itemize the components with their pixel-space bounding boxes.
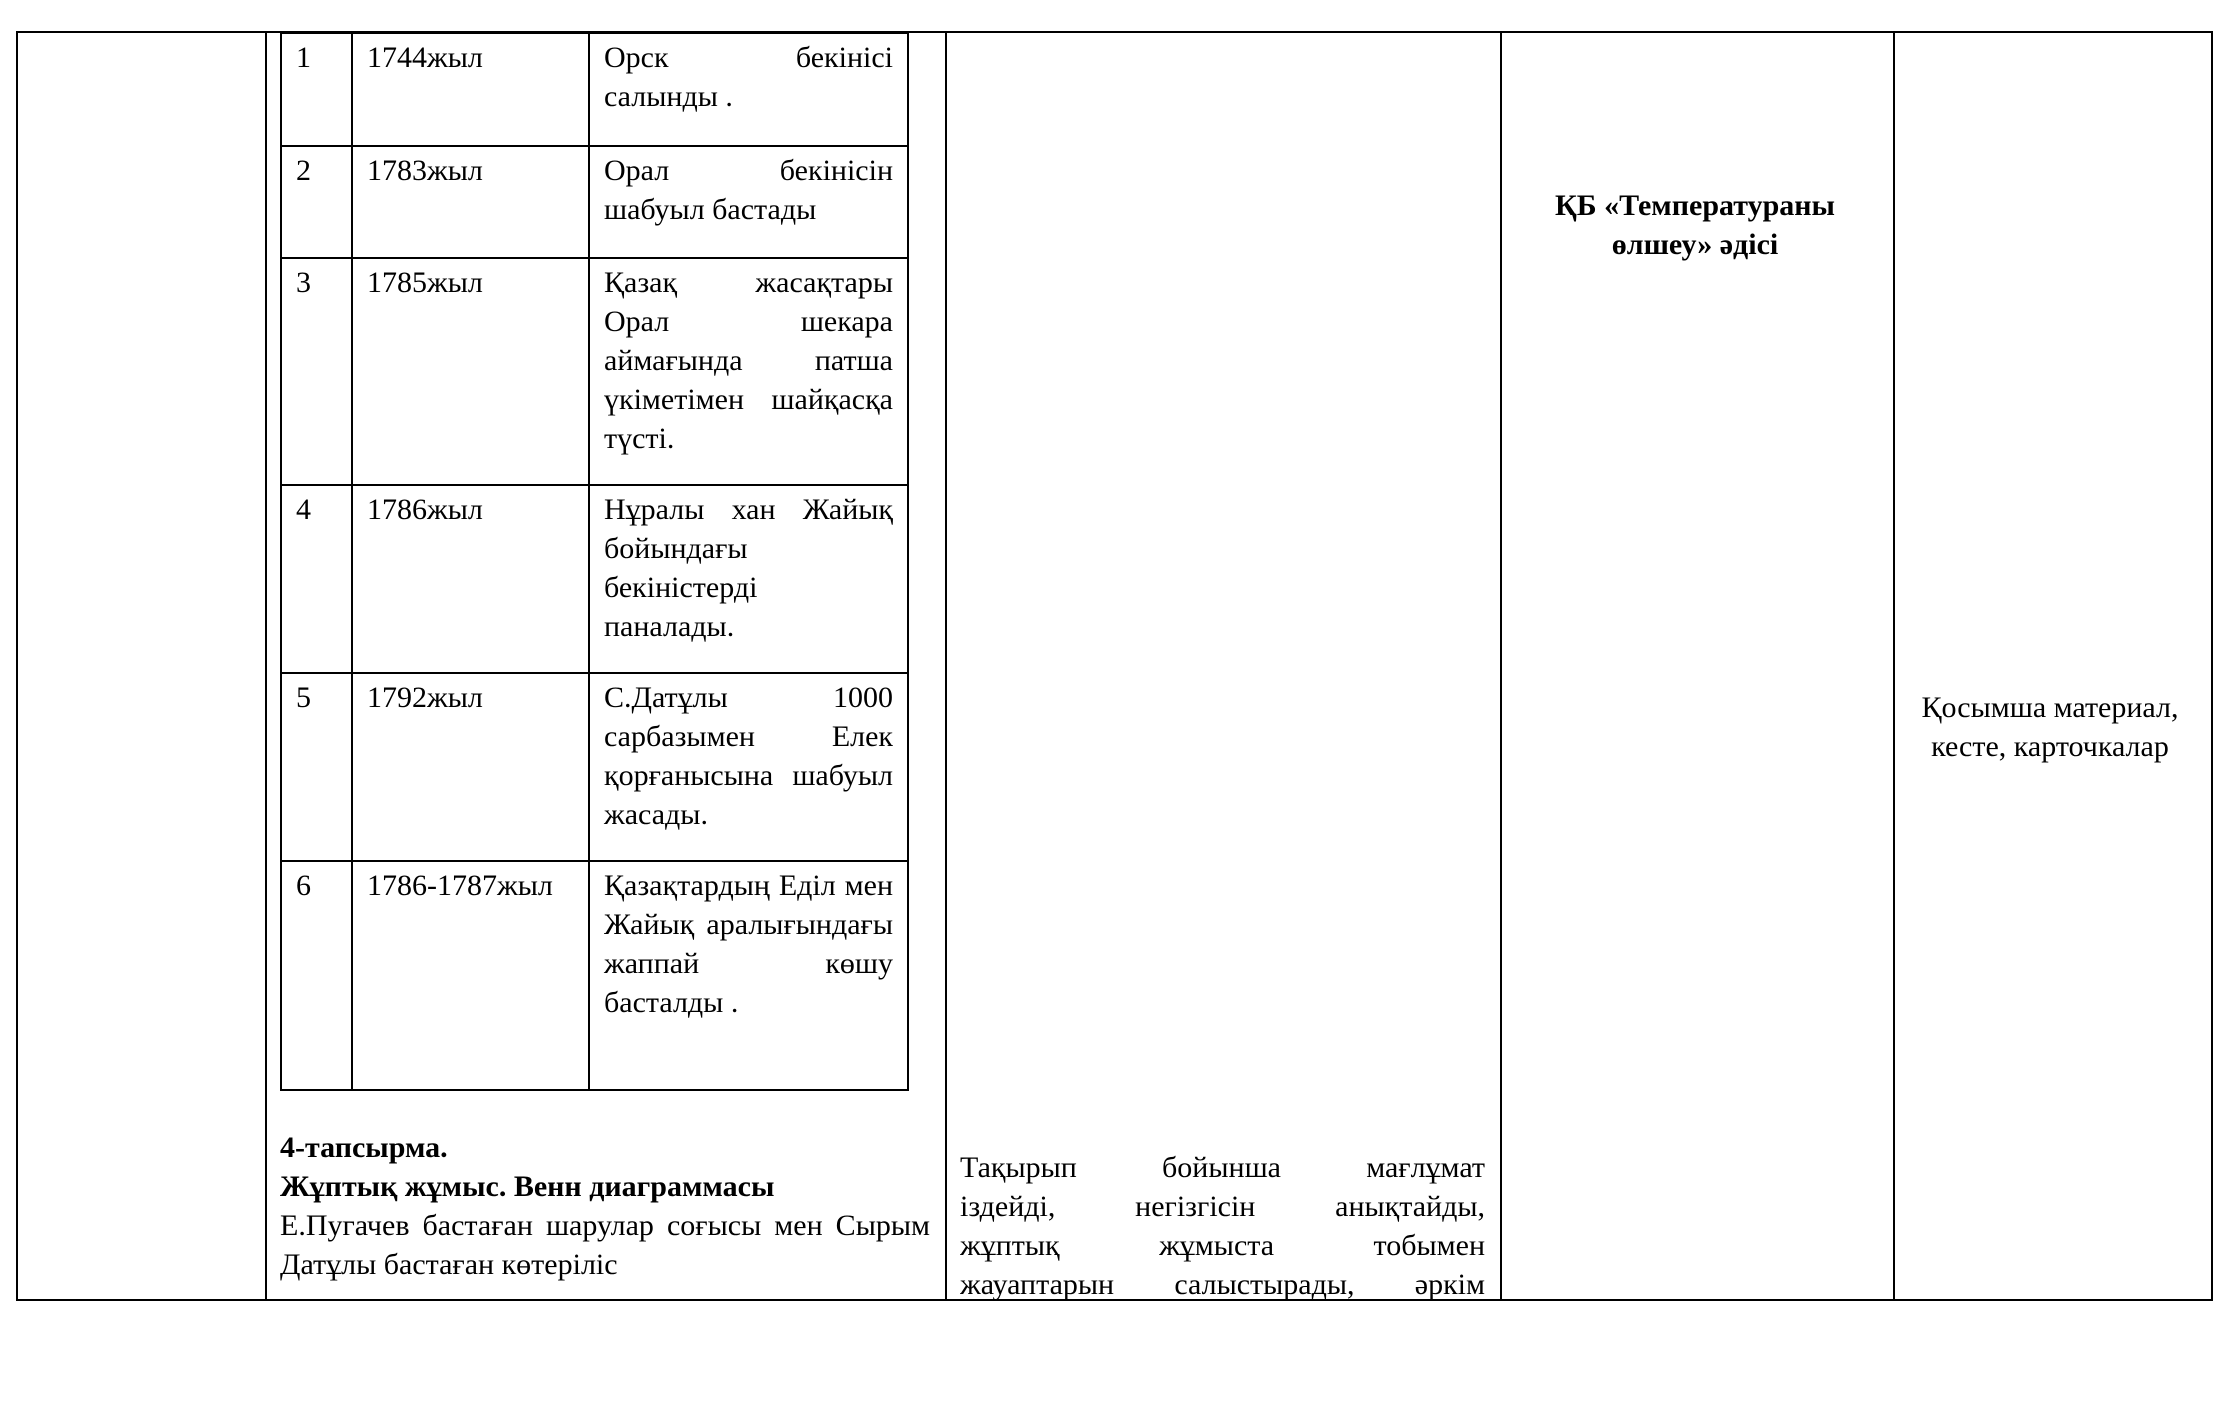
- row-number: 3: [281, 258, 352, 485]
- column-divider: [945, 31, 947, 1301]
- row-number: 1: [281, 33, 352, 146]
- task-subheading: Жұптық жұмыс. Венн диаграммасы: [280, 1170, 775, 1203]
- table-row: [281, 258, 908, 485]
- row-event: Орал бекінісін шабуыл бастады: [589, 146, 908, 258]
- descriptor-line: жауаптарын салыстырады, әркім: [960, 1268, 1485, 1300]
- table-row: [281, 485, 908, 673]
- row-event: Орск бекінісі салынды .: [589, 33, 908, 146]
- row-year: 1786-1787жыл: [352, 861, 589, 1090]
- row-event: Қазақтардың Еділ мен Жайық аралығындағы жаппай көшу басталды .: [589, 861, 908, 1090]
- row-event: С.Датұлы 1000 сарбазымен Елек қорғанысына шабуыл жасады.: [589, 673, 908, 861]
- row-year: 1744жыл: [352, 33, 589, 146]
- row-event: Нұралы хан Жайық бойындағы бекіністерді паналады.: [589, 485, 908, 673]
- descriptor-line: Тақырып бойынша мағлұмат: [960, 1151, 1485, 1184]
- row-event: Қазақ жасақтары Орал шекара аймағында патша үкіметімен шайқасқа түсті.: [589, 258, 908, 485]
- descriptor-line: жұптық жұмыста тобымен: [960, 1229, 1485, 1262]
- column-divider: [1893, 31, 1895, 1301]
- row-number: 4: [281, 485, 352, 673]
- assessment-method: ҚБ «Температураны өлшеу» әдісі: [1555, 189, 1835, 261]
- task-4-block: [280, 1128, 930, 1284]
- row-number: 6: [281, 861, 352, 1090]
- descriptor-text: [960, 1148, 1485, 1300]
- column-divider: [1500, 31, 1502, 1301]
- table-row: [281, 146, 908, 258]
- row-year: 1783жыл: [352, 146, 589, 258]
- row-year: 1785жыл: [352, 258, 589, 485]
- descriptor-line: іздейді, негізгісін анықтайды,: [960, 1190, 1485, 1223]
- row-year: 1786жыл: [352, 485, 589, 673]
- row-number: 2: [281, 146, 352, 258]
- row-year: 1792жыл: [352, 673, 589, 861]
- resources-text: Қосымша материал, кесте, карточкалар: [1921, 691, 2179, 763]
- table-row: [281, 673, 908, 861]
- task-body: Е.Пугачев бастаған шарулар соғысы мен Сырым Датұлы бастаған көтеріліс: [280, 1209, 930, 1281]
- column-divider: [265, 31, 267, 1301]
- timeline-table: [280, 31, 909, 1091]
- table-row: [281, 861, 908, 1090]
- table-row: [281, 33, 908, 146]
- row-number: 5: [281, 673, 352, 861]
- task-heading: 4-тапсырма.: [280, 1131, 448, 1164]
